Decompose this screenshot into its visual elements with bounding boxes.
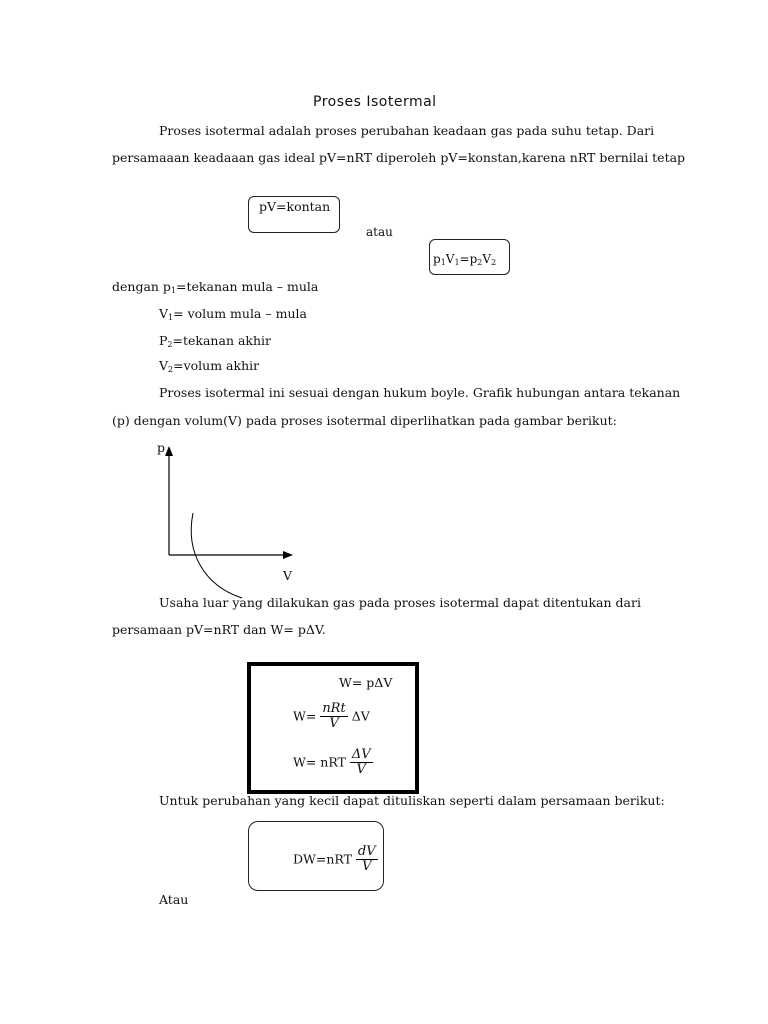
paragraph-1-line-1: Proses isotermal adalah proses perubahan keadaan gas pada suhu tetap. Dari bbox=[159, 123, 655, 138]
pv-konstan-text: pV=kontan bbox=[259, 199, 331, 214]
work-equation-box bbox=[247, 662, 419, 794]
paragraph-2-line-2: (p) dengan volum(V) pada proses isotermal diperlihatkan pada gambar berikut: bbox=[112, 413, 617, 428]
x-axis-label: V bbox=[283, 568, 293, 583]
eq-line-3: W= nRT $\frac{\Delta V}{V}$ bbox=[293, 747, 371, 778]
atau-bottom-text: Atau bbox=[159, 892, 189, 907]
eq-line-2: W= $\frac{\text{nRt}}{V}$ ΔV bbox=[293, 701, 370, 732]
p1v1-p2v2-text: $p_1V_1=p_2V_2$ bbox=[433, 252, 497, 267]
paragraph-1-line-2: persamaaan keadaaan gas ideal pV=nRT diperoleh pV=konstan,karena nRT bernilai tetap bbox=[112, 150, 686, 165]
p1v1-p2v2-box bbox=[429, 239, 510, 275]
y-axis-label: p bbox=[157, 440, 166, 455]
fraction-dv-v-small: $\frac{dV}{V}$ bbox=[357, 844, 376, 875]
dw-equation: DW=nRT $\frac{dV}{V}$ bbox=[293, 844, 376, 875]
fraction-nrt-v: $\frac{\text{nRt}}{V}$ bbox=[322, 701, 346, 732]
dw-equation-box bbox=[248, 821, 384, 891]
atau-text: atau bbox=[366, 225, 393, 239]
definition-v2: $V_2=volum$ akhir bbox=[159, 358, 260, 374]
fraction-dv-v: $\frac{\Delta V}{V}$ bbox=[351, 747, 371, 778]
definition-p1: dengan $p_1=tekanan$ mula – mula bbox=[112, 279, 319, 295]
paragraph-4: Untuk perubahan yang kecil dapat dituliskan seperti dalam persamaan berikut: bbox=[159, 793, 665, 808]
page-title: Proses Isotermal bbox=[313, 94, 437, 110]
paragraph-3-line-1: Usaha luar yang dilakukan gas pada proses isotermal dapat ditentukan dari bbox=[159, 595, 641, 610]
y-axis-arrow-icon bbox=[165, 446, 173, 456]
definition-p2: $P_2=tekanan$ akhir bbox=[159, 333, 272, 349]
definition-v1: $V_1=$ volum mula – mula bbox=[159, 306, 307, 322]
pv-konstan-box bbox=[248, 196, 340, 233]
paragraph-2-line-1: Proses isotermal ini sesuai dengan hukum boyle. Grafik hubungan antara tekanan bbox=[159, 385, 681, 400]
eq-line-1: W= pΔV bbox=[339, 675, 393, 690]
x-axis-arrow-icon bbox=[283, 551, 293, 559]
paragraph-3-line-2: persamaan pV=nRT dan W= pΔV. bbox=[112, 622, 326, 637]
